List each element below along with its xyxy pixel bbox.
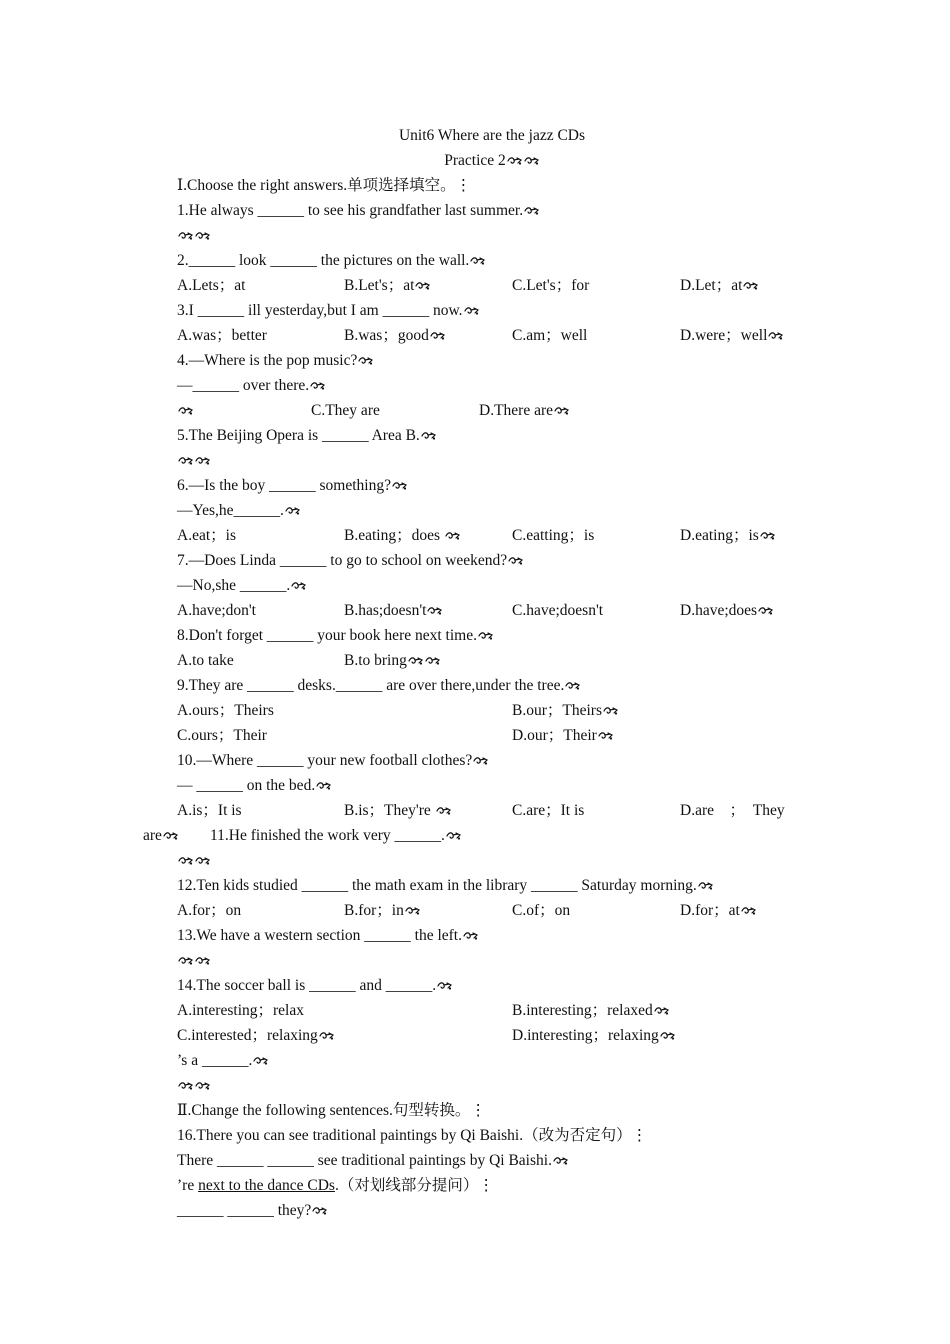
blank-line: [177, 949, 211, 973]
paragraph-mark-icon: [425, 656, 441, 666]
paragraph-mark-icon: [463, 931, 479, 941]
option-c: C.am；well: [512, 327, 588, 344]
option-a: A.interesting；relax: [177, 1002, 304, 1019]
option-b: B.our；Theirs: [512, 699, 619, 723]
paragraph-mark-icon: [473, 756, 489, 766]
paragraph-mark-icon: [415, 281, 431, 291]
paragraph-mark-icon: [195, 856, 211, 866]
question-8: 8.Don't forget ______ your book here next time.: [177, 624, 494, 648]
paragraph-mark-icon: [603, 706, 619, 716]
doc-subtitle: Practice 2: [0, 149, 950, 173]
option-b: B.interesting；relaxed: [512, 999, 670, 1023]
question-14: 14.The soccer ball is ______ and ______.: [177, 974, 453, 998]
paragraph-mark-icon: [291, 581, 307, 591]
question-1: 1.He always ______ to see his grandfather last summer.: [177, 199, 540, 223]
paragraph-mark-icon: [698, 881, 714, 891]
paragraph-mark-icon: [553, 1156, 569, 1166]
question-4: 4.—Where is the pop music?: [177, 349, 374, 373]
paragraph-mark-icon: [565, 681, 581, 691]
question-17: ’re next to the dance CDs.（对划线部分提问）⋮: [177, 1177, 494, 1194]
question-10: 10.—Where ______ your new football clothes?: [177, 749, 489, 773]
paragraph-mark-icon: [758, 606, 774, 616]
option-d: D.our；Their: [512, 724, 614, 748]
paragraph-mark-icon: [760, 531, 776, 541]
question-11: 11.He finished the work very ______.: [210, 824, 462, 848]
option-b: B.is；They're: [344, 799, 452, 823]
answer-line: ______ ______ they?: [177, 1199, 328, 1223]
question-12: 12.Ten kids studied ______ the math exam in the library ______ Saturday morning.: [177, 874, 714, 898]
paragraph-mark-icon: [178, 456, 194, 466]
paragraph-mark-icon: [464, 306, 480, 316]
paragraph-mark-icon: [430, 331, 446, 341]
option-a: A.eat；is: [177, 527, 236, 544]
question-16: 16.There you can see traditional paintings by Qi Baishi.（改为否定句）⋮: [177, 1127, 648, 1144]
paragraph-mark-icon: [741, 906, 757, 916]
option-c: C.Let's；for: [512, 277, 590, 294]
option-b: B.Let's；at: [344, 274, 431, 298]
paragraph-mark-icon: [436, 806, 452, 816]
paragraph-mark-icon: [178, 1081, 194, 1091]
option-c: C.are；It is: [512, 802, 585, 819]
paragraph-mark-icon: [319, 1031, 335, 1041]
paragraph-mark-icon: [445, 531, 461, 541]
blank-line: [177, 1074, 211, 1098]
paragraph-mark-icon: [312, 1206, 328, 1216]
paragraph-mark-icon: [178, 956, 194, 966]
option-c: C.eatting；is: [512, 527, 595, 544]
question-9: 9.They are ______ desks.______ are over there,under the tree.: [177, 674, 581, 698]
paragraph-mark-icon: [195, 956, 211, 966]
option-a: A.is；It is: [177, 802, 242, 819]
paragraph-mark-icon: [427, 606, 443, 616]
question-5: 5.The Beijing Opera is ______ Area B.: [177, 424, 437, 448]
blank-line: [177, 399, 194, 423]
section-heading-1: Ⅰ.Choose the right answers.单项选择填空。⋮: [177, 177, 472, 194]
option-d: D.for；at: [680, 899, 757, 923]
paragraph-mark-icon: [598, 731, 614, 741]
option-d: D.Let；at: [680, 274, 759, 298]
paragraph-mark-icon: [446, 831, 462, 841]
option-b: B.was；good: [344, 324, 446, 348]
answer-line: —Yes,he______.: [177, 499, 301, 523]
option-d: D.eating；is: [680, 524, 776, 548]
paragraph-mark-icon: [163, 831, 179, 841]
section-heading-2: Ⅱ.Change the following sentences.句型转换。⋮: [177, 1102, 486, 1119]
underlined-phrase: next to the dance CDs: [198, 1177, 335, 1194]
option-a: A.ours；Theirs: [177, 702, 274, 719]
paragraph-mark-icon: [392, 481, 408, 491]
paragraph-mark-icon: [478, 631, 494, 641]
paragraph-mark-icon: [253, 1056, 269, 1066]
question-7: 7.—Does Linda ______ to go to school on weekend?: [177, 549, 524, 573]
question-2: 2.______ look ______ the pictures on the wall.: [177, 249, 486, 273]
option-a: A.for；on: [177, 902, 242, 919]
paragraph-mark-icon: [524, 156, 540, 166]
paragraph-mark-icon: [408, 656, 424, 666]
paragraph-mark-icon: [178, 231, 194, 241]
option-b: B.eating；does: [344, 524, 461, 548]
paragraph-mark-icon: [508, 556, 524, 566]
option-d: D.have;does: [680, 599, 774, 623]
option-d: D.There are: [479, 399, 570, 423]
paragraph-mark-icon: [437, 981, 453, 991]
paragraph-mark-icon: [285, 506, 301, 516]
paragraph-mark-icon: [421, 431, 437, 441]
paragraph-mark-icon: [524, 206, 540, 216]
option-a: A.have;don't: [177, 602, 256, 619]
option-b: B.for；in: [344, 899, 421, 923]
option-a: A.Lets；at: [177, 277, 246, 294]
option-d: D.interesting；relaxing: [512, 1024, 676, 1048]
paragraph-mark-icon: [470, 256, 486, 266]
answer-line: There ______ ______ see traditional paintings by Qi Baishi.: [177, 1149, 569, 1173]
paragraph-mark-icon: [195, 456, 211, 466]
question-3: 3.I ______ ill yesterday,but I am ______ now.: [177, 299, 480, 323]
option-a: A.to take: [177, 652, 234, 669]
paragraph-mark-icon: [507, 156, 523, 166]
blank-line: [177, 224, 211, 248]
question-15-fragment: ’s a ______.: [177, 1049, 269, 1073]
paragraph-mark-icon: [358, 356, 374, 366]
option-b: B.to bring: [344, 649, 441, 673]
option-c: C.of；on: [512, 902, 571, 919]
paragraph-mark-icon: [310, 381, 326, 391]
paragraph-mark-icon: [768, 331, 784, 341]
answer-line: —No,she ______.: [177, 574, 307, 598]
paragraph-mark-icon: [554, 406, 570, 416]
paragraph-mark-icon: [405, 906, 421, 916]
blank-line: [177, 849, 211, 873]
paragraph-mark-icon: [195, 231, 211, 241]
paragraph-mark-icon: [178, 406, 194, 416]
option-a: A.was；better: [177, 327, 267, 344]
answer-line: — ______ on the bed.: [177, 774, 332, 798]
answer-line: —______ over there.: [177, 374, 326, 398]
paragraph-mark-icon: [195, 1081, 211, 1091]
option-d-wrap: are: [143, 824, 179, 848]
blank-line: [177, 449, 211, 473]
option-c: C.interested；relaxing: [177, 1024, 335, 1048]
option-b: B.has;doesn't: [344, 599, 443, 623]
option-d: D.were；well: [680, 324, 784, 348]
option-d: D.are ； They: [680, 802, 785, 819]
option-c: C.have;doesn't: [512, 602, 604, 619]
question-6: 6.—Is the boy ______ something?: [177, 474, 408, 498]
option-c: C.They are: [311, 402, 380, 419]
doc-title: Unit6 Where are the jazz CDs: [398, 127, 586, 144]
option-c: C.ours；Their: [177, 727, 267, 744]
question-13: 13.We have a western section ______ the left.: [177, 924, 479, 948]
paragraph-mark-icon: [660, 1031, 676, 1041]
paragraph-mark-icon: [743, 281, 759, 291]
paragraph-mark-icon: [654, 1006, 670, 1016]
paragraph-mark-icon: [316, 781, 332, 791]
paragraph-mark-icon: [178, 856, 194, 866]
